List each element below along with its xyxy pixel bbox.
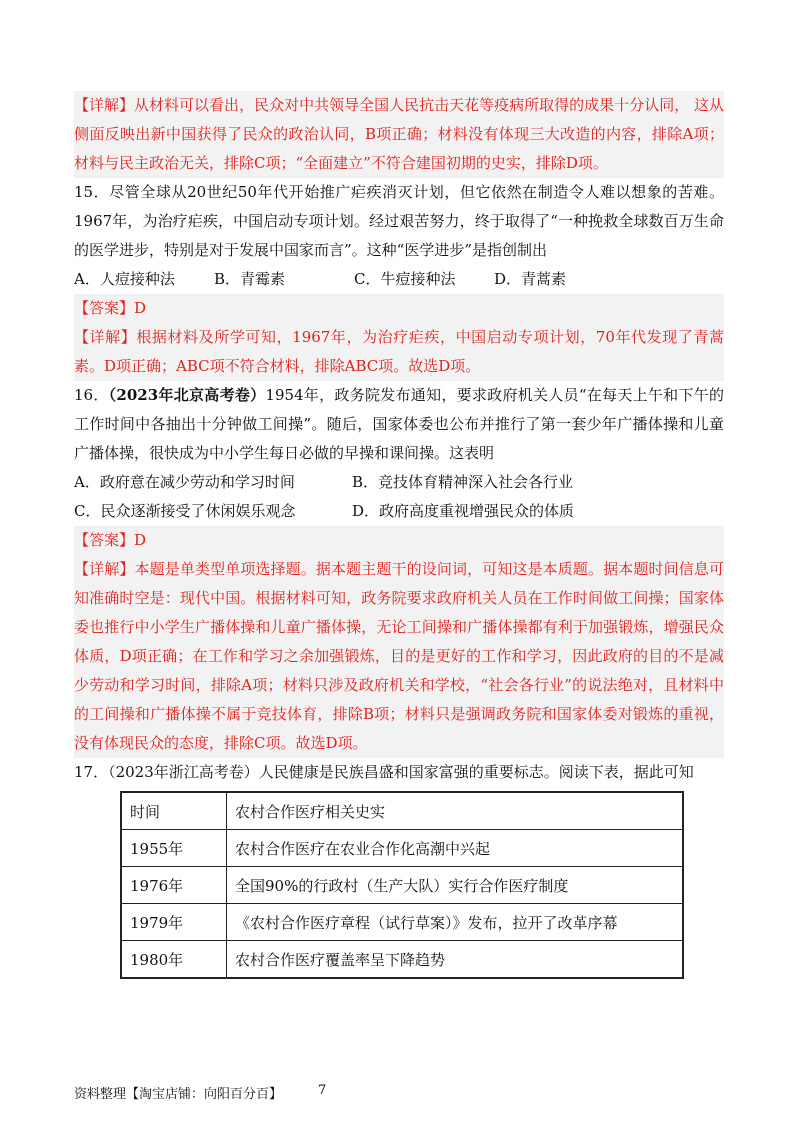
table-cell-year: 1976年: [121, 867, 227, 904]
table-header-cell: 时间: [121, 792, 227, 830]
page-footer: [74, 1083, 326, 1102]
table-cell-fact: 全国90%的行政村（生产大队）实行合作医疗制度: [227, 867, 684, 904]
q14-detail: [74, 91, 724, 178]
q16-option-c: C．民众逐渐接受了休闲娱乐观念: [74, 502, 296, 520]
q15-stem: 15．尽管全球从20世纪50年代开始推广疟疾消灭计划，但它依然在制造令人难以想象的苦难。1967年，为治疗疟疾，中国启动专项计划。经过艰苦努力，终于取得了“一种挽救全球数百万生命的医学进步，特别是对于发展中国家而言”。这种“医学进步”是指创制出: [74, 183, 724, 259]
table-row: [121, 830, 683, 867]
q16-answer-label: 【答案】: [74, 531, 135, 549]
q16-detail-text: 本题是单类型单项选择题。据本题主题干的设问词，可知这是本质题。据本题时间信息可知准确时空是：现代中国。根据材料可知，政务院要求政府机关人员在工作时间做工间操；国家体委也推行中小学生广播体操和儿童广播体操，无论工间操和广播体操都有利于加强锻炼，增强民众体质，D项正确；在工作和学习之余加强锻炼，目的是更好的工作和学习，因此政府的目的不是减少劳动和学习时间，排除A项；材料只涉及政府机关和学校，“社会各行业”的说法绝对，且材料中的工间操和广播体操不属于竞技体育，排除B项；材料只是强调政务院和国家体委对锻炼的重视，没有体现民众的态度，排除C项。故选D项。: [74, 560, 724, 752]
table-header-row: [121, 792, 683, 830]
q15-answer-value: D: [134, 299, 147, 317]
q15-answer-label: 【答案】: [74, 299, 135, 317]
footer-source: 资料整理【淘宝店铺：向阳百分百】: [74, 1087, 283, 1102]
table-cell-fact: 农村合作医疗在农业合作化高潮中兴起: [227, 830, 684, 867]
q16-stem: 1954年，政务院发布通知，要求政府机关人员“在每天上午和下午的工作时间中各抽出十分钟做工间操”。随后，国家体委也公布并推行了第一套少年广播体操和儿童广播体操，很快成为中小学生每日必做的早操和课间操。这表明: [74, 386, 725, 462]
page-content: [74, 91, 724, 979]
q16-source: （2023年北京高考卷）: [108, 386, 266, 404]
q17-source: （2023年浙江高考卷）: [108, 763, 259, 781]
table-row: [121, 867, 683, 904]
q17-stem: 人民健康是民族昌盛和国家富强的重要标志。阅读下表，据此可知: [258, 763, 694, 781]
q14-detail-text: 从材料可以看出，民众对中共领导全国人民抗击天花等疫病所取得的成果十分认同， 这从侧面反映出新中国获得了民众的政治认同，B项正确；材料没有体现三大改造的内容，排除A项；材料与民主政治无关，排除C项；“全面建立”不符合建国初期的史实，排除D项。: [74, 96, 724, 172]
q16-detail-label: 【详解】: [74, 560, 135, 578]
q15-detail: [74, 323, 724, 381]
table-cell-fact: 《农村合作医疗章程（试行草案）》发布，拉开了改革序幕: [227, 904, 684, 941]
table-cell-year: 1980年: [121, 941, 227, 979]
q16-detail: [74, 555, 724, 758]
q16-number: 16．: [74, 386, 109, 404]
q17-number: 17．: [74, 763, 109, 781]
q16-answer: [74, 526, 724, 555]
q16-option-d: D．政府高度重视增强民众的体质: [352, 502, 575, 520]
q17-stem-block: [74, 758, 724, 787]
q16-options: [74, 468, 724, 526]
q15-option-b: B．青霉素: [214, 270, 286, 288]
page-number: 7: [318, 1083, 327, 1098]
table-header-cell: 农村合作医疗相关史实: [227, 792, 684, 830]
q15-option-c: C．牛痘接种法: [354, 270, 456, 288]
table-cell-year: 1955年: [121, 830, 227, 867]
q14-detail-label: 【详解】: [74, 96, 135, 114]
table-row: [121, 904, 683, 941]
q15-detail-text: 根据材料及所学可知，1967年，为治疗疟疾，中国启动专项计划，70年代发现了青蒿素。D项正确；ABC项不符合材料，排除ABC项。故选D项。: [74, 328, 724, 375]
q15-option-d: D．青蒿素: [494, 270, 567, 288]
q15-answer: [74, 294, 724, 323]
table-row: [121, 941, 683, 979]
q15-option-a: A．人痘接种法: [74, 270, 175, 288]
table-cell-year: 1979年: [121, 904, 227, 941]
table-cell-fact: 农村合作医疗覆盖率呈下降趋势: [227, 941, 684, 979]
q16-answer-value: D: [134, 531, 147, 549]
q16-option-a: A．政府意在减少劳动和学习时间: [74, 473, 295, 491]
q16-stem-block: [74, 381, 724, 468]
q17-history-table: [120, 791, 684, 979]
q16-option-b: B．竞技体育精神深入社会各行业: [352, 473, 574, 491]
q15-detail-label: 【详解】: [74, 328, 137, 346]
q15-options: [74, 265, 724, 294]
